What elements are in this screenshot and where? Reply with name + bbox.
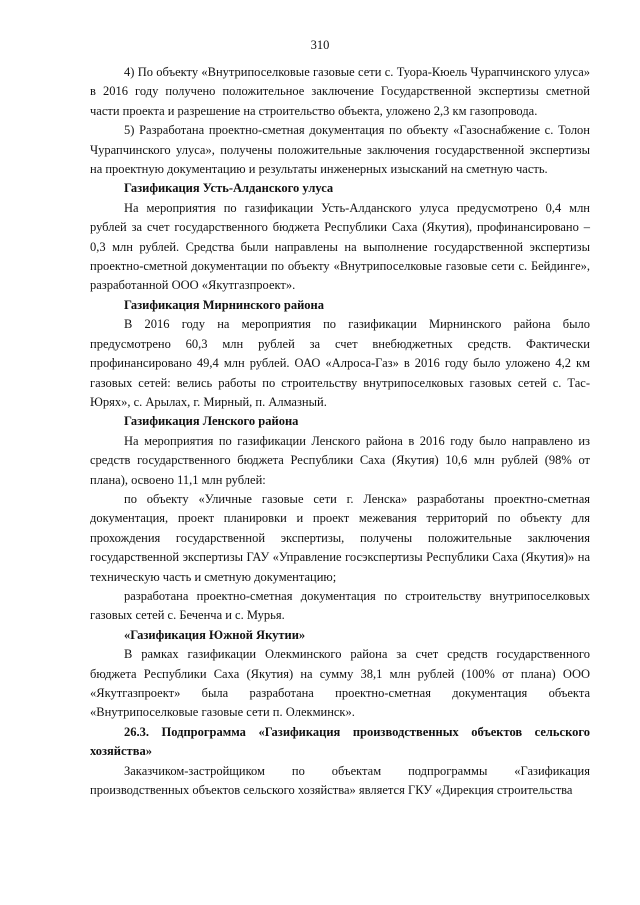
heading-subprogram-26-3: 26.3. Подпрограмма «Газификация производственных объектов сельского хозяйства» [90,724,590,759]
paragraph-lensk-streets: по объекту «Уличные газовые сети г. Ленска» разработаны проектно-сметная документация, проект планировки и проект межевания территорий по объекту для прохождения государственной экспертизы, получены положительные заключения государственной экспертизы ГАУ «Управление госэкспертизы Республики Саха (Якутия)» на техническую часть и сметную документацию; [90,491,590,584]
paragraph-tuora-kyuel: 4) По объекту «Внутрипоселковые газовые сети с. Туора-Кюель Чурапчинского улуса» в 2016 году получено положительное заключение Государственной экспертизы сметной части проекта и разрешение на строительство объекта, уложено 2,3 км газопровода. [90,65,590,118]
page-content [90,63,590,800]
paragraph-lensk-bechencha: разработана проектно-сметная документация по строительству внутрипоселковых газовых сетей с. Беченча и с. Мурья. [90,588,590,623]
paragraph-subprogram-customer: Заказчиком-застройщиком по объектам подпрограммы «Газификация производственных объектов сельского хозяйства» является ГКУ «Дирекция строительства [90,763,590,798]
paragraph-ust-aldan: На мероприятия по газификации Усть-Алданского улуса предусмотрено 0,4 млн рублей за счет государственного бюджета Республики Саха (Якутия), профинансировано – 0,3 млн рублей. Средства были направлены на выполнение государственной экспертизы проектно-сметной документации по объекту «Внутрипоселковые газовые сети с. Бейдинге», разработанной ООО «Якутгазпроект». [90,200,590,293]
heading-south-yakutia: «Газификация Южной Якутии» [124,627,306,642]
paragraph-tolon: 5) Разработана проектно-сметная документация по объекту «Газоснабжение с. Толон Чурапчинского улуса», получены положительные заключения государственной экспертизы на проектную документацию и результаты инженерных изысканий на сметную часть. [90,123,590,177]
heading-lensk: Газификация Ленского района [124,414,299,429]
paragraph-mirny: В 2016 году на мероприятия по газификации Мирнинского района было предусмотрено 60,3 млн рублей за счет внебюджетных средств. Фактически профинансировано 49,4 млн рублей. ОАО «Алроса-Газ» в 2016 году было уложено 4,2 км газовых сетей: велись работы по строительству внутрипоселковых газовых сетей с. Тас-Юрях», с. Арылах, г. Мирный, п. Алмазный. [90,317,590,409]
heading-mirny: Газификация Мирнинского района [124,297,324,312]
page-number: 310 [310,38,330,52]
paragraph-olekminsk: В рамках газификации Олекминского района за счет средств государственного бюджета Республики Саха (Якутия) на сумму 38,1 млн рублей (100% от плана) ООО «Якутгазпроект» была разработана проектно-сметная документация объекта «Внутрипоселковые газовые сети п. Олекминск». [90,647,590,720]
paragraph-lensk-intro: На мероприятия по газификации Ленского района в 2016 году было направлено из средств государственного бюджета Республики Саха (Якутия) 10,6 млн рублей (98% от плана), освоено 11,1 млн рублей: [90,433,590,487]
heading-ust-aldan: Газификация Усть-Алданского улуса [124,181,334,196]
